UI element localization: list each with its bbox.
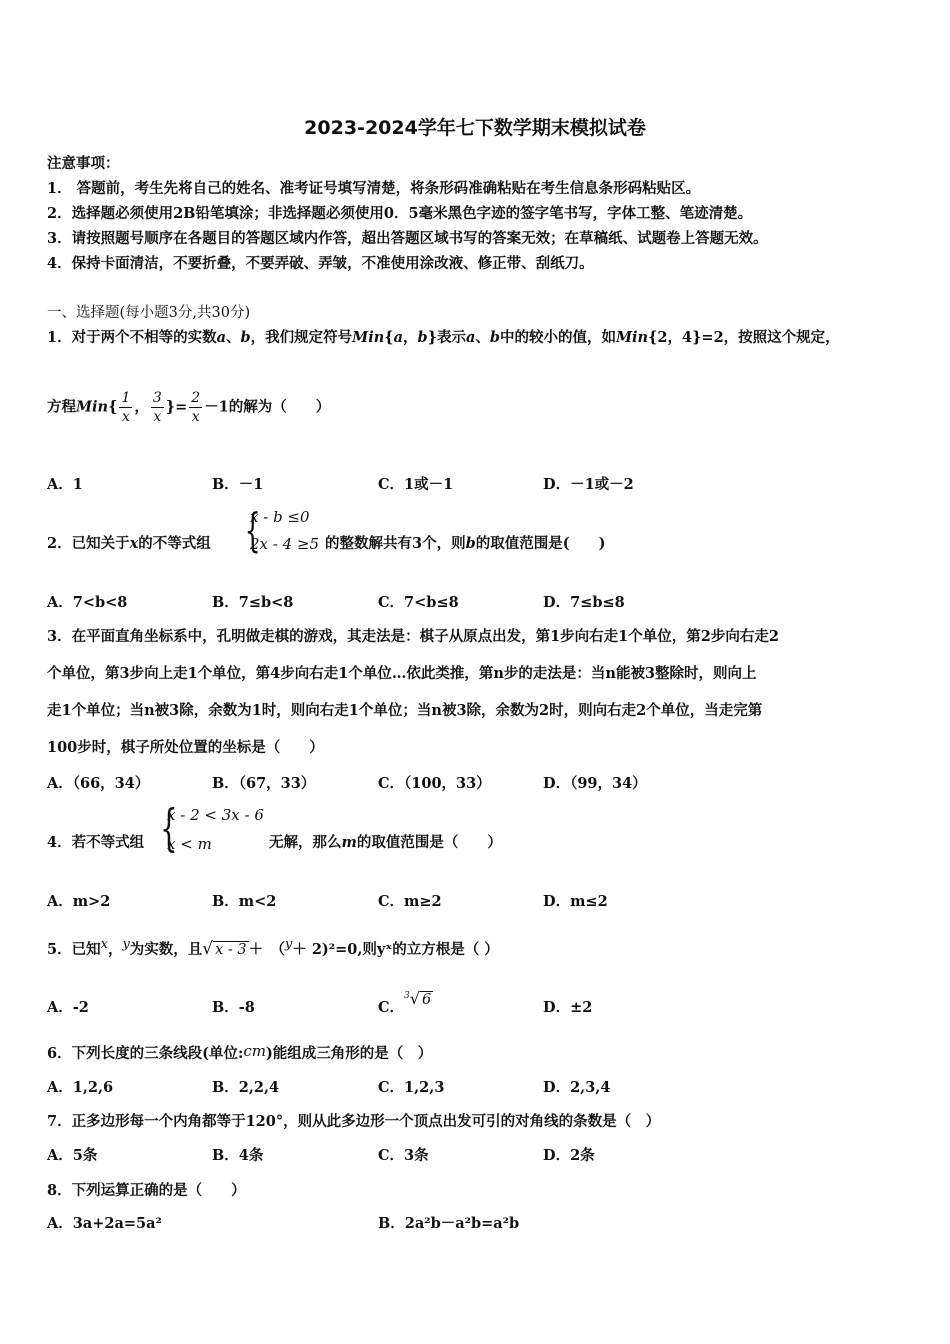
question-3-line: 100步时，棋子所处位置的坐标是（ ）: [47, 739, 324, 756]
answer-option[interactable]: C．$^3$√ 6: [378, 989, 432, 1016]
answer-option[interactable]: A．1: [47, 476, 83, 493]
system-line: x - b ≤0: [250, 508, 310, 526]
fraction: $\frac{1}{x}$: [121, 390, 131, 425]
notice-item: 3．请按照题号顺序在各题目的答题区域内作答，超出答题区域书写的答案无效；在草稿纸、试题卷上答题无效。: [47, 230, 768, 247]
notice-item: 1． 答题前，考生先将自己的姓名、准考证号填写清楚，将条形码准确粘贴在考生信息条形码粘贴区。: [47, 180, 701, 197]
question-4-suffix: 无解，那么m的取值范围是（ ）: [269, 834, 502, 851]
answer-option[interactable]: D．2条: [543, 1147, 595, 1164]
answer-option[interactable]: D．7≤b≤8: [543, 594, 625, 611]
notice-heading: 注意事项：: [47, 155, 120, 172]
answer-option[interactable]: A．-2: [47, 999, 89, 1016]
page-title: 2023-2024学年七下数学期末模拟试卷: [304, 117, 646, 139]
answer-option[interactable]: D．±2: [543, 999, 593, 1016]
system-line: 2x - 4 ≥5: [250, 535, 320, 553]
question-7-stem: 7．正多边形每一个内角都等于120°，则从此多边形一个顶点出发可引的对角线的条数是（ ）: [47, 1113, 661, 1130]
question-3-line: 3．在平面直角坐标系中，孔明做走棋的游戏，其走法是：棋子从原点出发，第1步向右走1个单位，第2步向右走2: [47, 628, 779, 645]
answer-option[interactable]: D．2,3,4: [543, 1079, 611, 1096]
answer-option[interactable]: C．（100，33）: [378, 775, 491, 792]
system-brace: {: [160, 799, 178, 857]
question-2-prefix: 2．已知关于x的不等式组: [47, 535, 211, 552]
answer-option[interactable]: B．7≤b<8: [212, 594, 294, 611]
answer-option[interactable]: C．1或－1: [378, 476, 454, 493]
answer-option[interactable]: B．（67，33）: [212, 775, 316, 792]
notice-item: 4．保持卡面清洁，不要折叠，不要弄破、弄皱，不准使用涂改液、修正带、刮纸刀。: [47, 255, 594, 272]
answer-option[interactable]: A．m>2: [47, 893, 111, 910]
answer-option[interactable]: B．2,2,4: [212, 1079, 280, 1096]
answer-option[interactable]: A．（66，34）: [47, 775, 150, 792]
answer-option[interactable]: D．（99，34）: [543, 775, 647, 792]
question-4-prefix: 4．若不等式组: [47, 834, 145, 851]
system-brace: {: [244, 503, 261, 557]
section-header: 一、选择题(每小题3分,共30分): [47, 305, 251, 321]
answer-option[interactable]: C．7<b≤8: [378, 594, 459, 611]
answer-option[interactable]: A．1,2,6: [47, 1079, 114, 1096]
answer-option[interactable]: A．7<b<8: [47, 594, 128, 611]
fraction: $\frac{2}{x}$: [191, 390, 201, 425]
question-2-suffix: 的整数解共有3个，则b的取值范围是( ): [325, 535, 606, 552]
answer-option[interactable]: B．-8: [212, 999, 255, 1016]
question-3-line: 个单位，第3步向上走1个单位，第4步向右走1个单位…依此类推，第n步的走法是：当n能被3整除时，则向上: [47, 665, 757, 682]
answer-option[interactable]: B．－1: [212, 476, 264, 493]
question-8-stem: 8．下列运算正确的是（ ）: [47, 1182, 246, 1199]
question-1-stem: 1．对于两个不相等的实数a、b，我们规定符号Min{a，b}表示a、b中的较小的值，如Min{2，4}=2，按照这个规定，: [47, 329, 840, 346]
question-1-equation: 方程Min{ $\frac{1}{x}$ ， $\frac{3}{x}$ }= $\frac{2}{x}$ －1的解为（ ）: [47, 390, 331, 425]
notice-item: 2．选择题必须使用2B铅笔填涂；非选择题必须使用0．5毫米黑色字迹的签字笔书写，字体工整、笔迹清楚。: [47, 205, 753, 222]
answer-option[interactable]: C．3条: [378, 1147, 429, 1164]
answer-option[interactable]: A．3a+2a=5a²: [47, 1215, 162, 1232]
answer-option[interactable]: B．2a²b－a²b=a²b: [378, 1215, 520, 1232]
answer-option[interactable]: D．m≤2: [543, 893, 608, 910]
answer-option[interactable]: C．m≥2: [378, 893, 442, 910]
system-line: x - 2 < 3x - 6: [167, 806, 264, 824]
answer-option[interactable]: A．5条: [47, 1147, 98, 1164]
fraction: $\frac{3}{x}$: [152, 390, 162, 425]
question-5-stem: 5．已知x，y为实数，且√ x - 3 ＋ （y＋ 2)²=0,则yˣ的立方根是（ ）: [47, 937, 499, 959]
cube-root: $^3$√ 6: [404, 989, 432, 1008]
answer-option[interactable]: B．m<2: [212, 893, 277, 910]
system-line: x < m: [167, 835, 212, 853]
question-3-line: 走1个单位；当n被3除，余数为1时，则向右走1个单位；当n被3除，余数为2时，则向右走2个单位，当走完第: [47, 702, 763, 719]
answer-option[interactable]: D．－1或－2: [543, 476, 634, 493]
answer-option[interactable]: C．1,2,3: [378, 1079, 445, 1096]
question-6-stem: 6．下列长度的三条线段(单位:cm)能组成三角形的是（ ）: [47, 1042, 433, 1062]
answer-option[interactable]: B．4条: [212, 1147, 264, 1164]
square-root: √ x - 3: [202, 939, 247, 959]
